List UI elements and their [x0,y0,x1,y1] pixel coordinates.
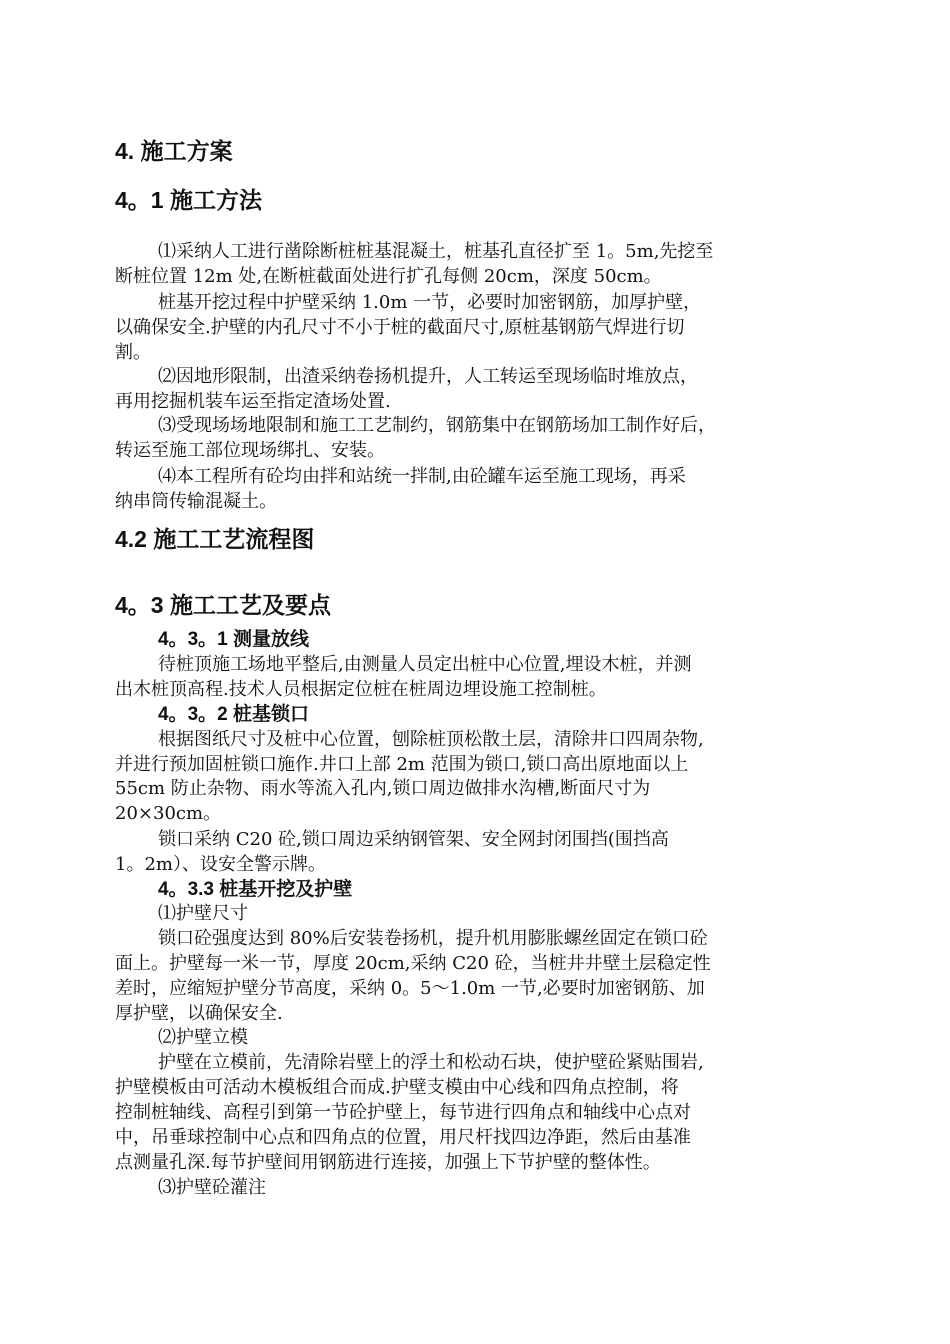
text-line: 中，吊垂球控制中心点和四角点的位置，用尺杆找四边净距，然后由基准 [115,1127,691,1148]
text-line: 再用挖掘机装车运至指定渣场处置. [115,391,391,412]
text-line: ⑴护壁尺寸 [158,903,248,924]
heading-pile-lock: 4。3。2 桩基锁口 [158,704,309,725]
text-line: 根据图纸尺寸及桩中心位置，刨除桩顶松散土层，清除井口四周杂物, [158,729,704,750]
text-line: 厚护壁，以确保安全. [115,1003,283,1024]
text-line: 待桩顶施工场地平整后,由测量人员定出桩中心位置,埋设木桩，并测 [158,654,692,675]
text-line: 55cm 防止杂物、雨水等流入孔内,锁口周边做排水沟槽,断面尺寸为 [115,778,651,799]
text-line: ⑵因地形限制，出渣采纳卷扬机提升，人工转运至现场临时堆放点， [158,366,698,387]
text-line: 控制桩轴线、高程引到第一节砼护壁上，每节进行四角点和轴线中心点对 [115,1102,691,1123]
heading-survey-layout: 4。3。1 测量放线 [158,629,309,650]
heading-construction-method: 4。1 施工方法 [115,187,262,213]
text-line: 纳串筒传输混凝土。 [115,491,277,512]
text-line: 1。2m）、设安全警示牌。 [115,854,326,875]
text-line: 锁口采纳 C20 砼,锁口周边采纳钢管架、安全网封闭围挡(围挡高 [158,829,669,850]
text-line: 桩基开挖过程中护壁采纳 1.0m 一节，必要时加密钢筋，加厚护壁， [158,292,702,313]
text-line: 点测量孔深.每节护壁间用钢筋进行连接，加强上下节护壁的整体性。 [115,1152,661,1173]
text-line: 差时，应缩短护壁分节高度，采纳 0。5～1.0m 一节,必要时加密钢筋、加 [115,978,705,999]
text-line: 转运至施工部位现场绑扎、安装。 [115,440,385,461]
text-line: 面上。护壁每一米一节，厚度 20cm,采纳 C20 砼，当桩井井壁土层稳定性 [115,953,711,974]
text-line: 护壁模板由可活动木模板组合而成.护壁支模由中心线和四角点控制，将 [115,1077,679,1098]
text-line: 护壁在立模前，先清除岩壁上的浮土和松动石块，使护壁砼紧贴围岩, [158,1052,704,1073]
text-line: 并进行预加固桩锁口施作.井口上部 2m 范围为锁口,锁口高出原地面以上 [115,754,689,775]
heading-construction-plan: 4. 施工方案 [115,138,233,164]
text-line: ⑴采纳人工进行凿除断桩桩基混凝土，桩基孔直径扩至 1。5m,先挖至 [158,241,714,262]
text-line: ⑵护壁立模 [158,1027,248,1048]
text-line: 割。 [115,342,151,363]
text-line: 断桩位置 12m 处,在断桩截面处进行扩孔每侧 20cm，深度 50cm。 [115,266,662,287]
heading-process-flowchart: 4.2 施工工艺流程图 [115,526,315,552]
text-line: 以确保安全.护壁的内孔尺寸不小于桩的截面尺寸,原桩基钢筋气焊进行切 [115,317,685,338]
heading-process-key-points: 4。3 施工工艺及要点 [115,592,331,618]
text-line: 锁口砼强度达到 80%后安装卷扬机，提升机用膨胀螺丝固定在锁口砼 [158,928,708,949]
text-line: 出木桩顶高程.技术人员根据定位桩在桩周边埋设施工控制桩。 [115,679,607,700]
text-line: 20×30cm。 [115,803,222,824]
text-line: ⑶护壁砼灌注 [158,1177,266,1198]
heading-excavation-wall: 4。3.3 桩基开挖及护壁 [158,879,353,900]
text-line: ⑷本工程所有砼均由拌和站统一拌制,由砼罐车运至施工现场，再采 [158,466,686,487]
text-line: ⑶受现场场地限制和施工工艺制约，钢筋集中在钢筋场加工制作好后， [158,415,716,436]
